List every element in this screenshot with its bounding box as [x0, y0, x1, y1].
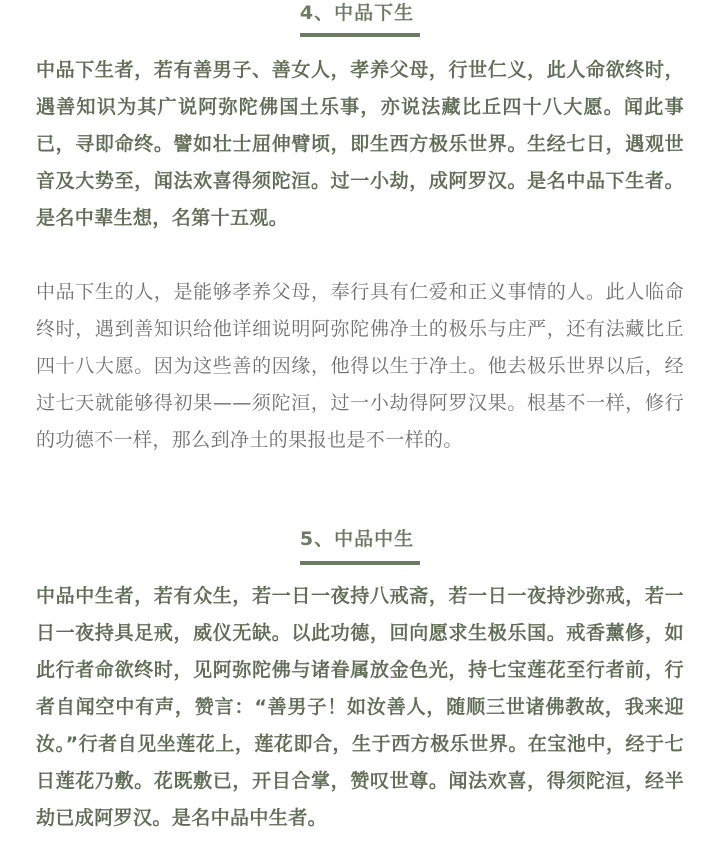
explanation-paragraph-4: 中品下生的人，是能够孝养父母，奉行具有仁爱和正义事情的人。此人临命终时，遇到善知识给他详细说明阿弥陀佛净土的极乐与庄严，还有法藏比丘四十八大愿。因为这些善的因缘，他得以生于净土。他去极乐世界以后，经过七天就能够得初果——须陀洹，过一小劫得阿罗汉果。根基不一样，修行的功德不一样，那么到净土的果报也是不一样的。 [36, 281, 684, 451]
scripture-paragraph-4: 中品下生者，若有善男子、善女人，孝养父母，行世仁义，此人命欲终时，遇善知识为其广说阿弥陀佛国土乐事，亦说法藏比丘四十八大愿。闻此事已，寻即命终。譬如壮士屈伸臂顷，即生西方极乐世界。生经七日，遇观世音及大势至，闻法欢喜得须陀洹。过一小劫，成阿罗汉。是名中品下生者。是名中辈生想，名第十五观。 [36, 59, 684, 229]
section-heading-4: 4、中品下生 [299, 2, 415, 24]
scripture-paragraph-5: 中品中生者，若有众生，若一日一夜持八戒斋，若一日一夜持沙弥戒，若一日一夜持具足戒，威仪无缺。以此功德，回向愿求生极乐国。戒香薰修，如此行者命欲终时，见阿弥陀佛与诸眷属放金色光，持七宝莲花至行者前，行者自闻空中有声，赞言：“善男子！如汝善人，随顺三世诸佛教故，我来迎汝。”行者自见坐莲花上，莲花即合，生于西方极乐世界。在宝池中，经于七日莲花乃敷。花既敷已，开目合掌，赞叹世尊。闻法欢喜，得须陀洹，经半劫已成阿罗汉。是名中品中生者。 [36, 585, 684, 829]
section-heading-5: 5、中品中生 [299, 528, 415, 550]
heading-underline-4 [300, 33, 420, 37]
heading-underline-5 [300, 561, 420, 565]
